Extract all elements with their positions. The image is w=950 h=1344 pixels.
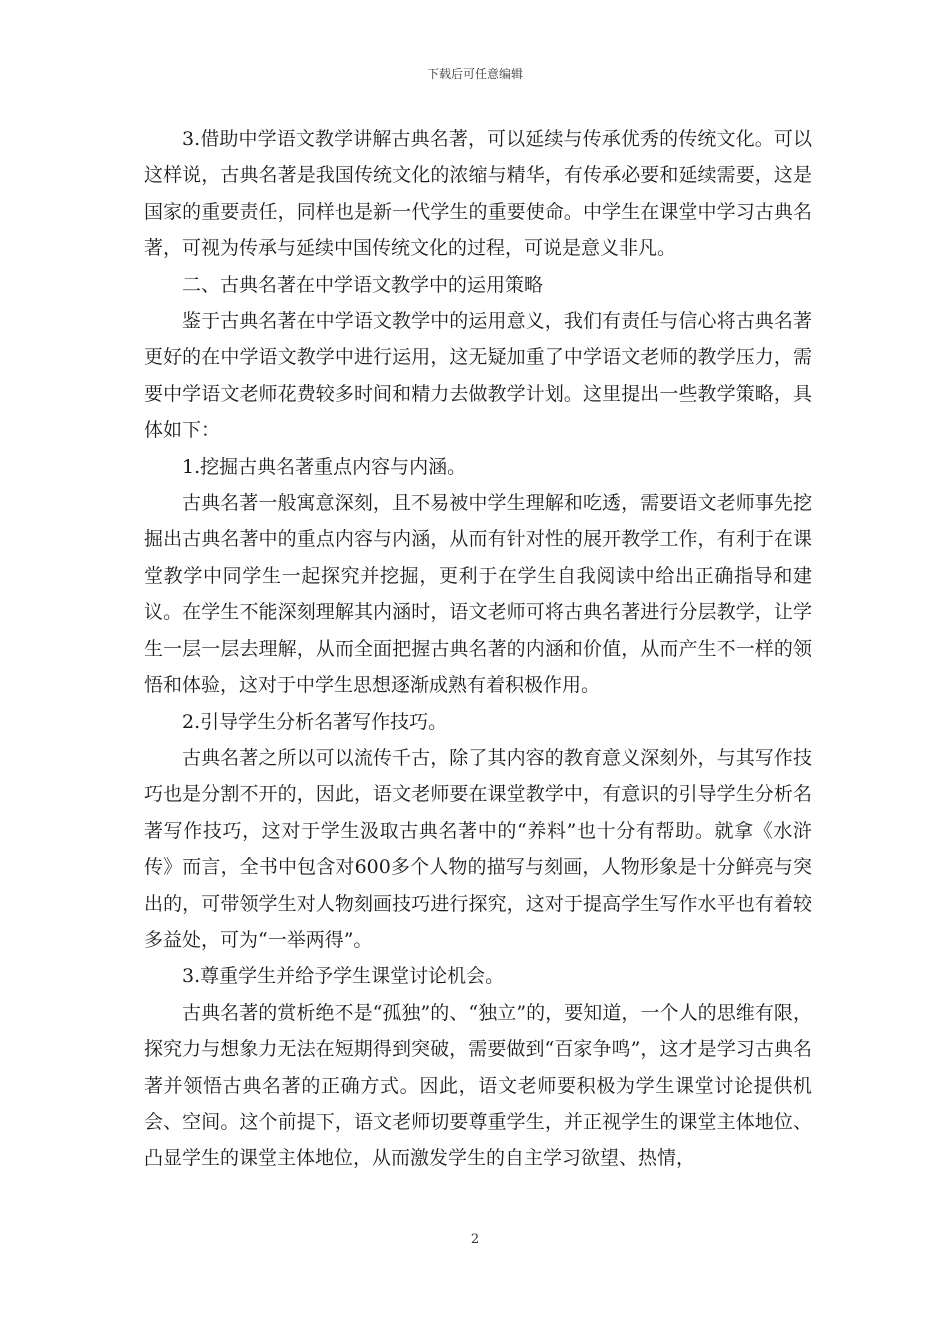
paragraph-strategy-3: 古典名著的赏析绝不是“孤独”的、“独立”的，要知道，一个人的思维有限，探究力与想象力无法在短期得到突破，需要做到“百家争鸣”，这才是学习古典名著并领悟古典名著的正确方式。因此，语文老师要积极为学生课堂讨论提供机会、空间。这个前提下，语文老师切要尊重学生，并正视学生的课堂主体地位、凸显学生的课堂主体地位，从而激发学生的自主学习欲望、热情， — [144, 1001, 812, 1170]
subheading-strategy-3: 3.尊重学生并给予学生课堂讨论机会。 — [182, 965, 505, 988]
paragraph-strategies-intro: 鉴于古典名著在中学语文教学中的运用意义，我们有责任与信心将古典名著更好的在中学语文教学中进行运用，这无疑加重了中学语文老师的教学压力，需要中学语文老师花费较多时间和精力去做教学计划。这里提出一些教学策略，具体如下： — [144, 310, 812, 442]
page-header: 下载后可任意编辑 — [426, 67, 523, 81]
subheading-strategy-1: 1.挖掘古典名著重点内容与内涵。 — [182, 455, 467, 478]
paragraph-strategy-1: 古典名著一般寓意深刻，且不易被中学生理解和吃透，需要语文老师事先挖掘出古典名著中的重点内容与内涵，从而有针对性的展开教学工作，有利于在课堂教学中同学生一起探究并挖掘，更利于在学生自我阅读中给出正确指导和建议。在学生不能深刻理解其内涵时，语文老师可将古典名著进行分层教学，让学生一层一层去理解，从而全面把握古典名著的内涵和价值，从而产生不一样的领悟和体验，这对于中学生思想逐渐成熟有着积极作用。 — [144, 492, 812, 697]
page-number: 2 — [470, 1232, 480, 1247]
subheading-strategy-2: 2.引导学生分析名著写作技巧。 — [182, 710, 448, 733]
document-body — [144, 121, 812, 1177]
paragraph-strategy-2: 古典名著之所以可以流传千古，除了其内容的教育意义深刻外，与其写作技巧也是分割不开的，因此，语文老师要在课堂教学中，有意识的引导学生分析名著写作技巧，这对于学生汲取古典名著中的“养料”也十分有帮助。就拿《水浒传》而言，全书中包含对600多个人物的描写与刻画，人物形象是十分鲜亮与突出的，可带领学生对人物刻画技巧进行探究，这对于提高学生写作水平也有着较多益处，可为“一举两得”。 — [144, 746, 812, 951]
section-heading-strategies: 二、古典名著在中学语文教学中的运用策略 — [182, 273, 544, 296]
paragraph-inheritance: 3.借助中学语文教学讲解古典名著，可以延续与传承优秀的传统文化。可以这样说，古典名著是我国传统文化的浓缩与精华，有传承必要和延续需要，这是国家的重要责任，同样也是新一代学生的重要使命。中学生在课堂中学习古典名著，可视为传承与延续中国传统文化的过程，可说是意义非凡。 — [144, 128, 812, 260]
